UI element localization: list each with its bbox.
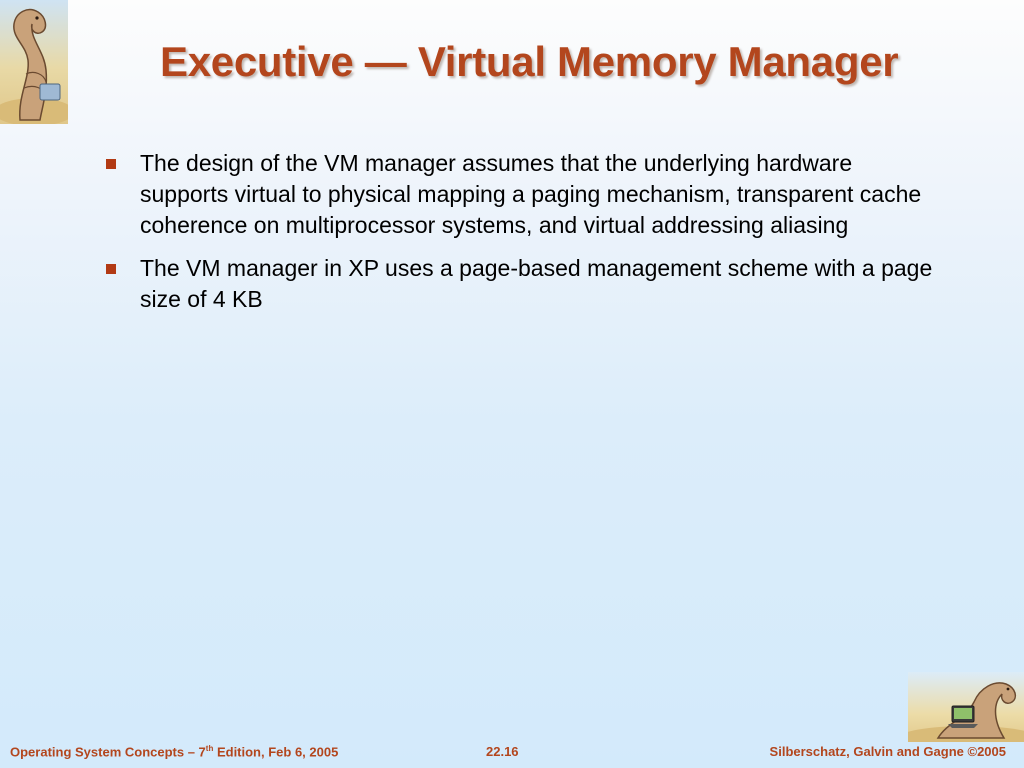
footer-book-title: Operating System Concepts – 7th Edition, Feb 6, 2005 — [10, 744, 339, 760]
square-bullet-icon — [106, 159, 116, 169]
footer-slide-number: 22.16 — [486, 744, 519, 759]
square-bullet-icon — [106, 264, 116, 274]
dinosaur-logo-icon — [0, 0, 68, 124]
bullet-text: The design of the VM manager assumes that the underlying hardware supports virtual to physical mapping a paging mechanism, transparent cache coherence on multiprocessor systems, and virtual addressing aliasing — [140, 150, 922, 238]
bullet-item — [104, 148, 944, 241]
slide-title: Executive — Virtual Memory Manager — [160, 38, 899, 85]
bullet-text: The VM manager in XP uses a page-based management scheme with a page size of 4 KB — [140, 255, 933, 312]
bullet-list — [104, 148, 944, 327]
footer-copyright: Silberschatz, Galvin and Gagne ©2005 — [769, 744, 1006, 759]
bullet-item — [104, 253, 944, 315]
dinosaur-laptop-icon — [908, 672, 1024, 742]
